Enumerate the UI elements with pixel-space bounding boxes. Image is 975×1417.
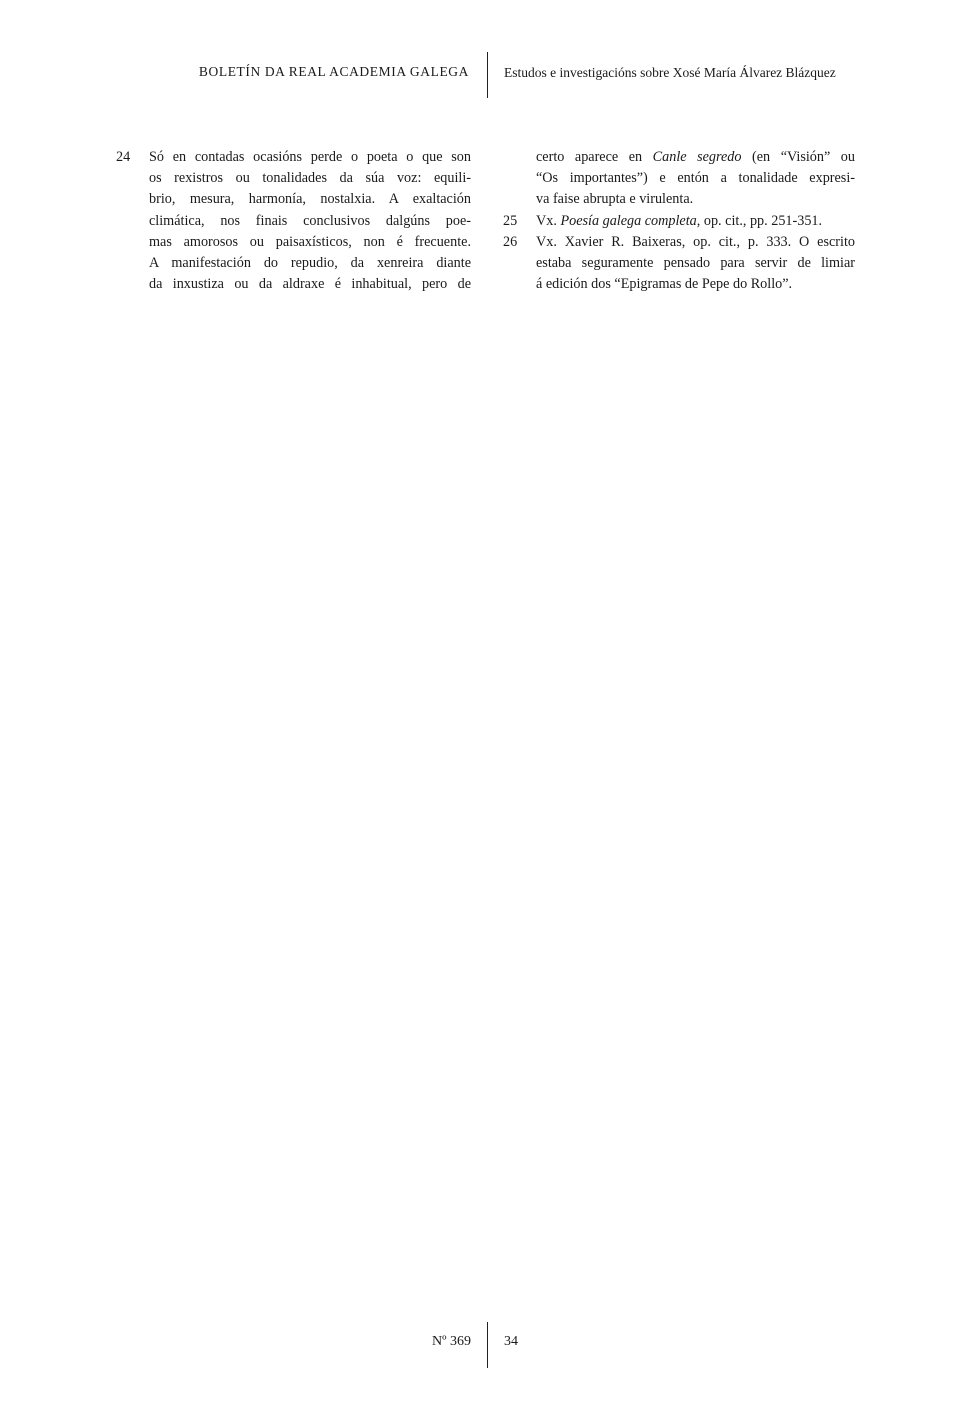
footnote-line: da inxustiza ou da aldraxe é inhabitual, pero de — [149, 276, 471, 293]
footnote-line: va faise abrupta e virulenta. — [536, 191, 694, 208]
book-title: Canle segredo — [652, 149, 742, 165]
header-section-title: Estudos e investigacións sobre Xosé María Álvarez Blázquez — [504, 65, 836, 80]
footnote-number: 25 — [503, 212, 518, 229]
footnote-line: os rexistros ou tonalidades da súa voz: equili- — [149, 170, 471, 187]
footnote-line — [536, 211, 855, 232]
footnote-25 — [503, 211, 855, 232]
footnote-line: climática, nos finais conclusivos dalgúns poe- — [149, 212, 471, 229]
footer-issue-number: Nº 369 — [432, 1334, 471, 1349]
footnote-text: (en “Visión” ou — [741, 149, 855, 165]
footnote-body — [536, 232, 855, 296]
footnote-number: 26 — [503, 233, 518, 250]
footnote-text: certo aparece en — [536, 149, 653, 165]
footnote-line: Vx. Xavier R. Baixeras, op. cit., p. 333. O escrito — [536, 233, 855, 250]
footnote-line: A manifestación do repudio, da xenreira diante — [149, 255, 471, 272]
footnote-line: Só en contadas ocasións perde o poeta o que son — [149, 149, 471, 165]
footer-divider — [487, 1322, 488, 1368]
footer-page-number: 34 — [504, 1334, 518, 1349]
footnotes-right-column — [503, 147, 855, 295]
footnote-line: “Os importantes”) e entón a tonalidade expresi- — [536, 170, 855, 187]
footnote-line: á edición dos “Epigramas de Pepe do Rollo”. — [536, 276, 793, 293]
footnote-number: 24 — [116, 149, 131, 165]
footnote-24-continuation — [503, 147, 855, 211]
header-divider — [487, 52, 488, 98]
footnotes-left-column — [116, 147, 471, 295]
footnote-text: , op. cit., pp. 251-351. — [696, 212, 823, 229]
footnote-26 — [503, 232, 855, 296]
footnote-body — [536, 211, 855, 232]
header-journal-title: BOLETÍN DA REAL ACADEMIA GALEGA — [198, 64, 469, 79]
footnote-line: brio, mesura, harmonía, nostalxia. A exaltación — [149, 191, 471, 208]
footnote-line: mas amorosos ou paisaxísticos, non é frecuente. — [149, 233, 471, 250]
footnote-body — [149, 147, 471, 295]
footnote-line: estaba seguramente pensado para servir de limiar — [536, 255, 855, 272]
book-title: Poesía galega completa — [560, 212, 697, 229]
footnote-line — [536, 147, 855, 168]
footnote-24 — [116, 147, 471, 295]
footnote-text: Vx. — [536, 212, 561, 229]
